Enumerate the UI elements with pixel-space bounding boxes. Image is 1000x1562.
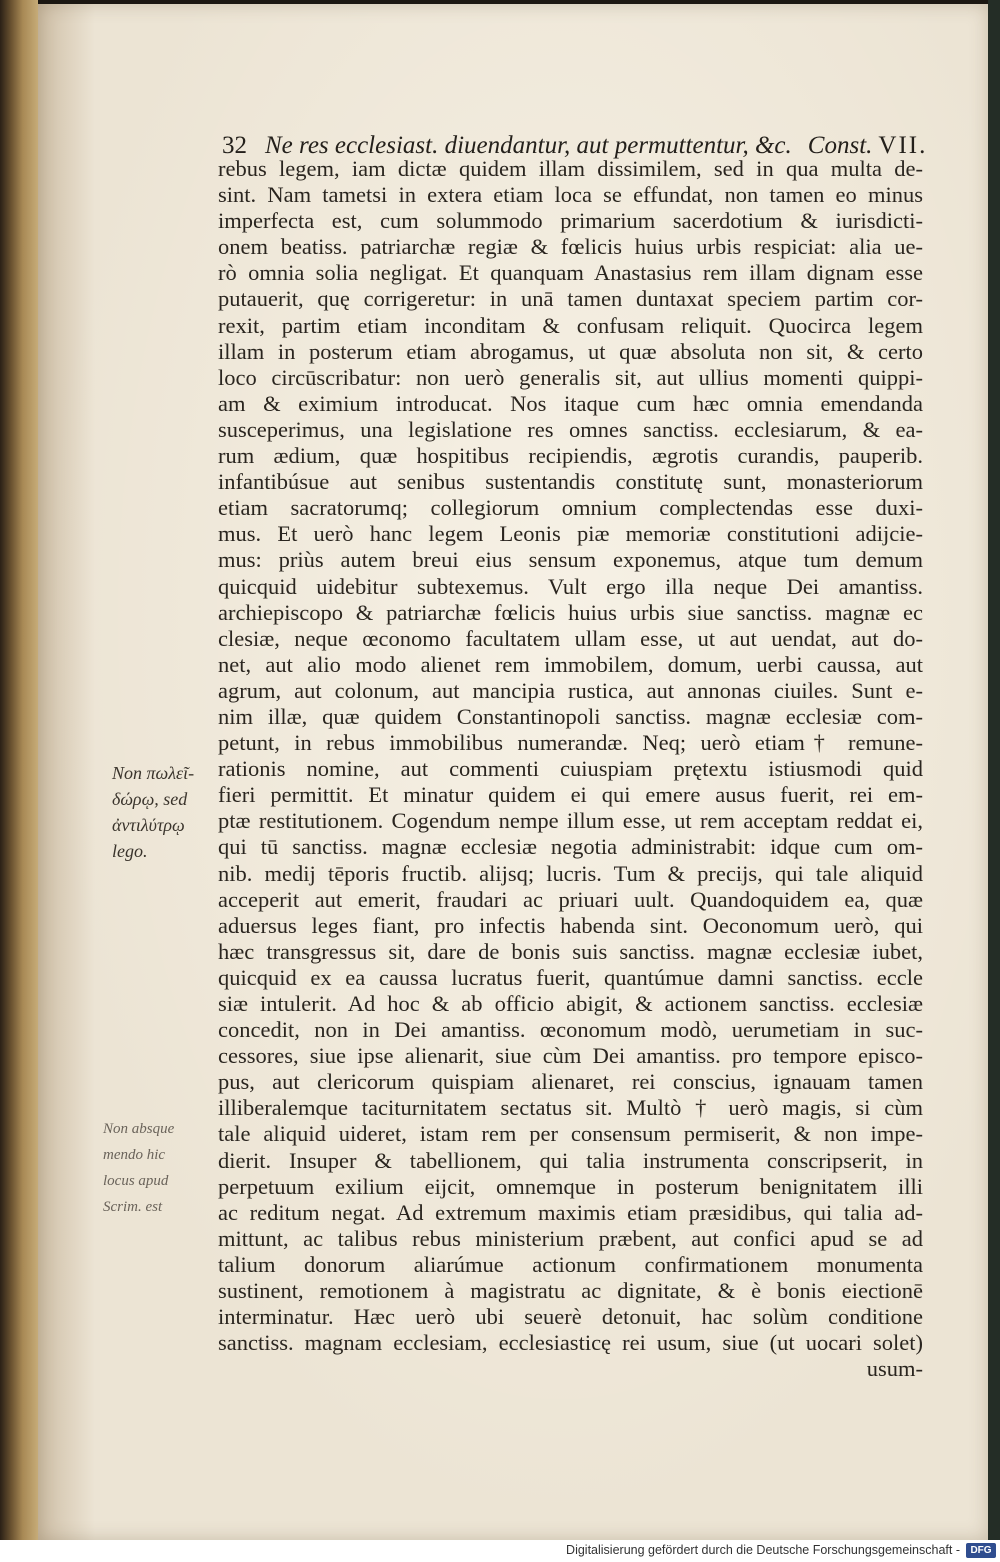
text-line: talium donorum aliarúmue actionum confirmationem monumenta — [218, 1251, 923, 1277]
text-line: onem beatiss. patriarchæ regiæ & fœlicis huius urbis respiciat: alia ue- — [218, 234, 923, 260]
page-edge-right — [988, 0, 1000, 1540]
text-line: acceperit aut emerit, fraudari ac priuari uult. Quandoquidem ea, quæ — [218, 886, 923, 912]
text-line: hæc transgressus sit, dare de bonis suis sanctiss. magnæ ecclesiæ iubet, — [218, 938, 923, 964]
text-line: cessores, siue ipse alienarit, siue cùm Dei amantiss. pro tempore episco- — [218, 1043, 923, 1069]
text-line: ptæ restitutionem. Cogendum nempe illum esse, ut rem acceptam reddat ei, — [218, 808, 923, 834]
margin-note-line: δώρῳ, sed — [112, 789, 188, 809]
constitution-label: Const. — [807, 132, 873, 159]
text-line: loco circūscribatur: non uerò generalis sit, aut ullius momenti quippi- — [218, 364, 923, 390]
margin-note-line: mendo hic — [103, 1147, 166, 1163]
text-line: am & eximium introducat. Nos itaque cum hæc omnia emendanda — [218, 390, 923, 416]
margin-note-line: lego. — [112, 841, 148, 861]
text-line: mittunt, ac talibus rebus ministerium præbent, aut confici apud se ad — [218, 1225, 923, 1251]
text-line: pus, aut clericorum quispiam alienaret, rei conscius, ignauam tamen — [218, 1069, 923, 1095]
text-line: putauerit, quę corrigeretur: in unā tamen duntaxat speciem partim cor- — [218, 286, 923, 312]
footer-credit: Digitalisierung gefördert durch die Deutsche Forschungsgemeinschaft - — [566, 1543, 960, 1557]
text-line: rò omnia solia negligat. Et quanquam Anastasius rem illam dignam esse — [218, 260, 923, 286]
text-line: rum ædium, quæ hospitibus recipiendis, ægrotis curandis, pauperib. — [218, 443, 923, 469]
margin-note-faded — [103, 1116, 174, 1220]
text-line: illam in posterum etiam abrogamus, ut quæ absoluta non sit, & certo — [218, 338, 923, 364]
text-line: mus: priùs autem breui eius sensum exponemus, atque tum demum — [218, 547, 923, 573]
constitution-number: VII. — [878, 132, 928, 159]
text-line: agrum, aut colonum, aut mancipia rustica, aut annonas ciuiles. Sunt e- — [218, 677, 923, 703]
text-line: clesiæ, neque œconomo facultatem ullam esse, ut aut uendat, aut do- — [218, 625, 923, 651]
book-edge — [0, 0, 38, 1540]
running-title: Ne res ecclesiast. diuendantur, aut permuttentur, &c. — [265, 132, 792, 159]
margin-note-line: ἀντιλύτρῳ — [112, 815, 185, 835]
text-line: rebus legem, iam dictæ quidem illam dissimilem, sed in qua multa de- — [218, 156, 923, 181]
text-line: sint. Nam tametsi in extera etiam loca se effundat, non tamen eo minus — [218, 182, 923, 208]
text-line: siæ intulerit. Ad hoc & ab officio abigit, & actionem sanctiss. ecclesiæ — [218, 991, 923, 1016]
text-line: petunt, in rebus immobilibus numerandæ. Neq; uerò etiam† remune- — [218, 730, 923, 756]
text-line: qui tū sanctiss. magnæ ecclesiæ negotia administrabit: idque cum om- — [218, 834, 923, 860]
page-number: 32 — [222, 132, 247, 159]
text-line: interminatur. Hæc uerò ubi seuerè detonuit, hac solùm conditione — [218, 1304, 923, 1330]
text-line: tale aliquid uideret, istam rem per consensum permiserit, & non impe- — [218, 1121, 923, 1147]
text-line: rexit, partim etiam inconditam & confusam reliquit. Quocirca legem — [218, 312, 923, 338]
text-line: etiam sacratorumq; collegiorum omnium complectendas esse duxi- — [218, 495, 923, 521]
text-line: perpetuum exilium eijcit, omnemque in posterum benignitatem illi — [218, 1173, 923, 1199]
text-line: susceperimus, una legislatione res omnes sanctiss. ecclesiarum, & ea- — [218, 416, 923, 442]
text-line: imperfecta est, cum solummodo primarium sacerdotium & iurisdicti- — [218, 208, 923, 234]
text-line: sanctiss. magnam ecclesiam, ecclesiasticę rei usum, siue (ut uocari solet) — [218, 1330, 923, 1356]
text-line: dierit. Insuper & tabellionem, qui talia instrumenta conscripserit, in — [218, 1147, 923, 1173]
margin-note-greek — [112, 760, 194, 864]
text-line: illiberalemque taciturnitatem sectatus sit. Multò † uerò magis, si cùm — [218, 1095, 923, 1121]
margin-note-line: Scrim. est — [103, 1199, 163, 1215]
text-line: nib. medij tēporis fructib. alijsq; lucris. Tum & precijs, qui tale aliquid — [218, 860, 923, 886]
text-line: aduersus leges fiant, pro infectis habenda sint. Oeconomum uerò, qui — [218, 912, 923, 938]
text-line: fieri permittit. Et minatur quidem ei qui emere ausus fuerit, rei em- — [218, 782, 923, 808]
margin-note-line: Non πωλεῖ- — [112, 763, 195, 783]
text-line: archiepiscopo & patriarchæ fœlicis huius urbis siue sanctiss. magnæ ec — [218, 599, 923, 625]
text-line: quicquid ex ea caussa lucratus fuerit, quantúmue damni sanctiss. eccle — [218, 964, 923, 990]
main-text-block — [218, 156, 923, 1382]
margin-note-line: locus apud — [103, 1173, 169, 1189]
footer-bar — [0, 1540, 1000, 1562]
text-line: ac reditum negat. Ad extremum maximis etiam præsidibus, qui talia ad- — [218, 1199, 923, 1225]
dfg-logo: DFG — [966, 1543, 996, 1558]
text-line: mus. Et uerò hanc legem Leonis piæ memoriæ constitutioni adijcie- — [218, 521, 923, 547]
margin-note-line: Non absque — [103, 1121, 175, 1137]
text-line: nim illæ, quæ quidem Constantinopoli sanctiss. magnæ ecclesiæ com- — [218, 703, 923, 729]
text-line: concedit, non in Dei amantiss. œconomum modò, uerumetiam in suc- — [218, 1017, 923, 1043]
text-line: rationis nomine, aut commenti cuiuspiam prętextu istiusmodi quid — [218, 756, 923, 782]
text-line: usum- — [866, 1356, 923, 1382]
text-line: sustinent, remotionem à magistratu ac dignitate, & è bonis eiectionē — [218, 1278, 923, 1304]
text-line: infantibúsue aut senibus sustentandis constitutę sunt, monasteriorum — [218, 469, 923, 495]
text-line: net, aut alio modo alienet rem immobilem, domum, uerbi caussa, aut — [218, 651, 923, 677]
text-line: quicquid uidebitur subtexemus. Vult ergo illa neque Dei amantiss. — [218, 573, 923, 599]
